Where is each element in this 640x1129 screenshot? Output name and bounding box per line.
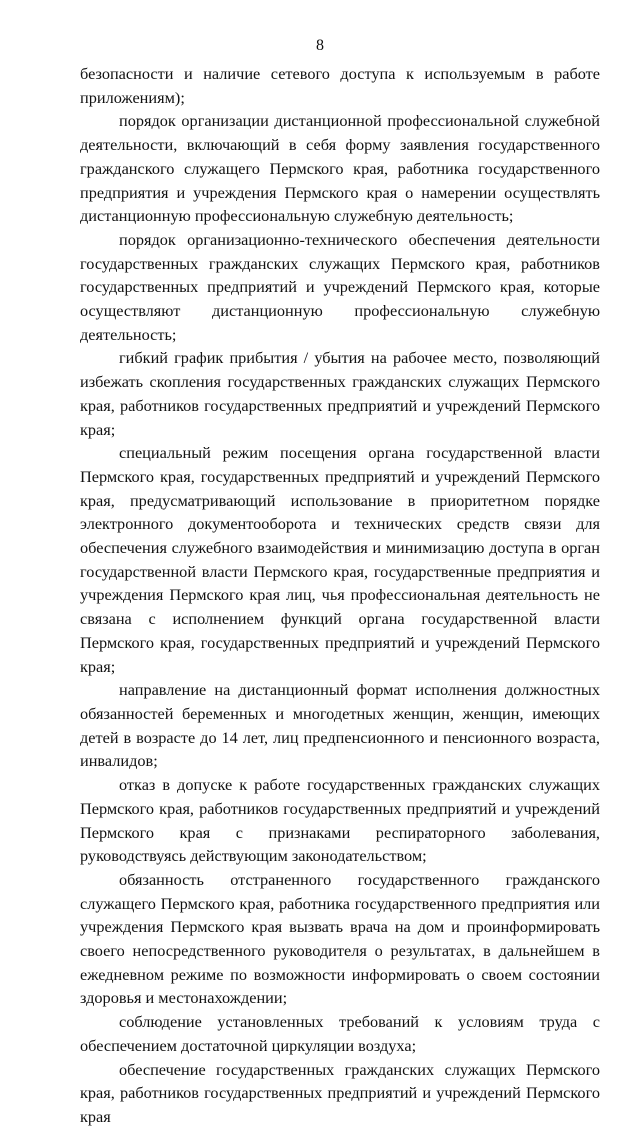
paragraph: направление на дистанционный формат исполнения должностных обязанностей беременных и многодетных женщин, женщин, имеющих детей в возрасте до 14 лет, лиц предпенсионного и пенсионного возраста, инвалидов;	[80, 680, 600, 771]
paragraph: порядок организации дистанционной профессиональной служебной деятельности, включающий в себя форму заявления государственного гражданского служащего Пермского края, работника государственного предприятия и учреждения Пермского края о намерении осуществлять дистанционную профессиональную служебную деятельность;	[80, 111, 600, 226]
paragraph: обеспечение государственных гражданских служащих Пермского края, работников государственных предприятий и учреждений Пермского края	[80, 1059, 600, 1126]
page-number: 8	[316, 37, 324, 54]
paragraph-continued: безопасности и наличие сетевого доступа к используемым в работе приложениям);	[80, 64, 600, 107]
paragraph: отказ в допуске к работе государственных гражданских служащих Пермского края, работников государственных предприятий и учреждений Пермского края с признаками респираторного заболевания, руководствуясь действующим законодательством;	[80, 775, 600, 866]
paragraph: соблюдение установленных требований к условиям труда с обеспечением достаточной циркуляции воздуха;	[80, 1012, 600, 1055]
paragraph: порядок организационно-технического обеспечения деятельности государственных гражданских служащих Пермского края, работников государственных предприятий и учреждений Пермского края, которые осуществляют дистанционную профессиональную служебную деятельность;	[80, 229, 600, 344]
paragraph: специальный режим посещения органа государственной власти Пермского края, государственных предприятий и учреждений Пермского края, предусматривающий использование в приоритетном порядке электронного документооборота и технических средств связи для обеспечения служебного взаимодействия и минимизацию доступа в орган государственной власти Пермского края, государственные предприятия и учреждения Пермского края лиц, чья профессиональная деятельность не связана с исполнением функций органа государственной власти Пермского края, государственных предприятий и учреждений Пермского края;	[80, 443, 600, 676]
document-body	[80, 62, 600, 1129]
paragraph: гибкий график прибытия / убытия на рабочее место, позволяющий избежать скопления государственных гражданских служащих Пермского края, работников государственных предприятий и учреждений Пермского края;	[80, 348, 600, 439]
paragraph: обязанность отстраненного государственного гражданского служащего Пермского края, работника государственного предприятия или учреждения Пермского края вызвать врача на дом и проинформировать своего непосредственного руководителя о результатах, в дальнейшем в ежедневном режиме по возможности информировать о своем состоянии здоровья и местонахождении;	[80, 869, 600, 1008]
